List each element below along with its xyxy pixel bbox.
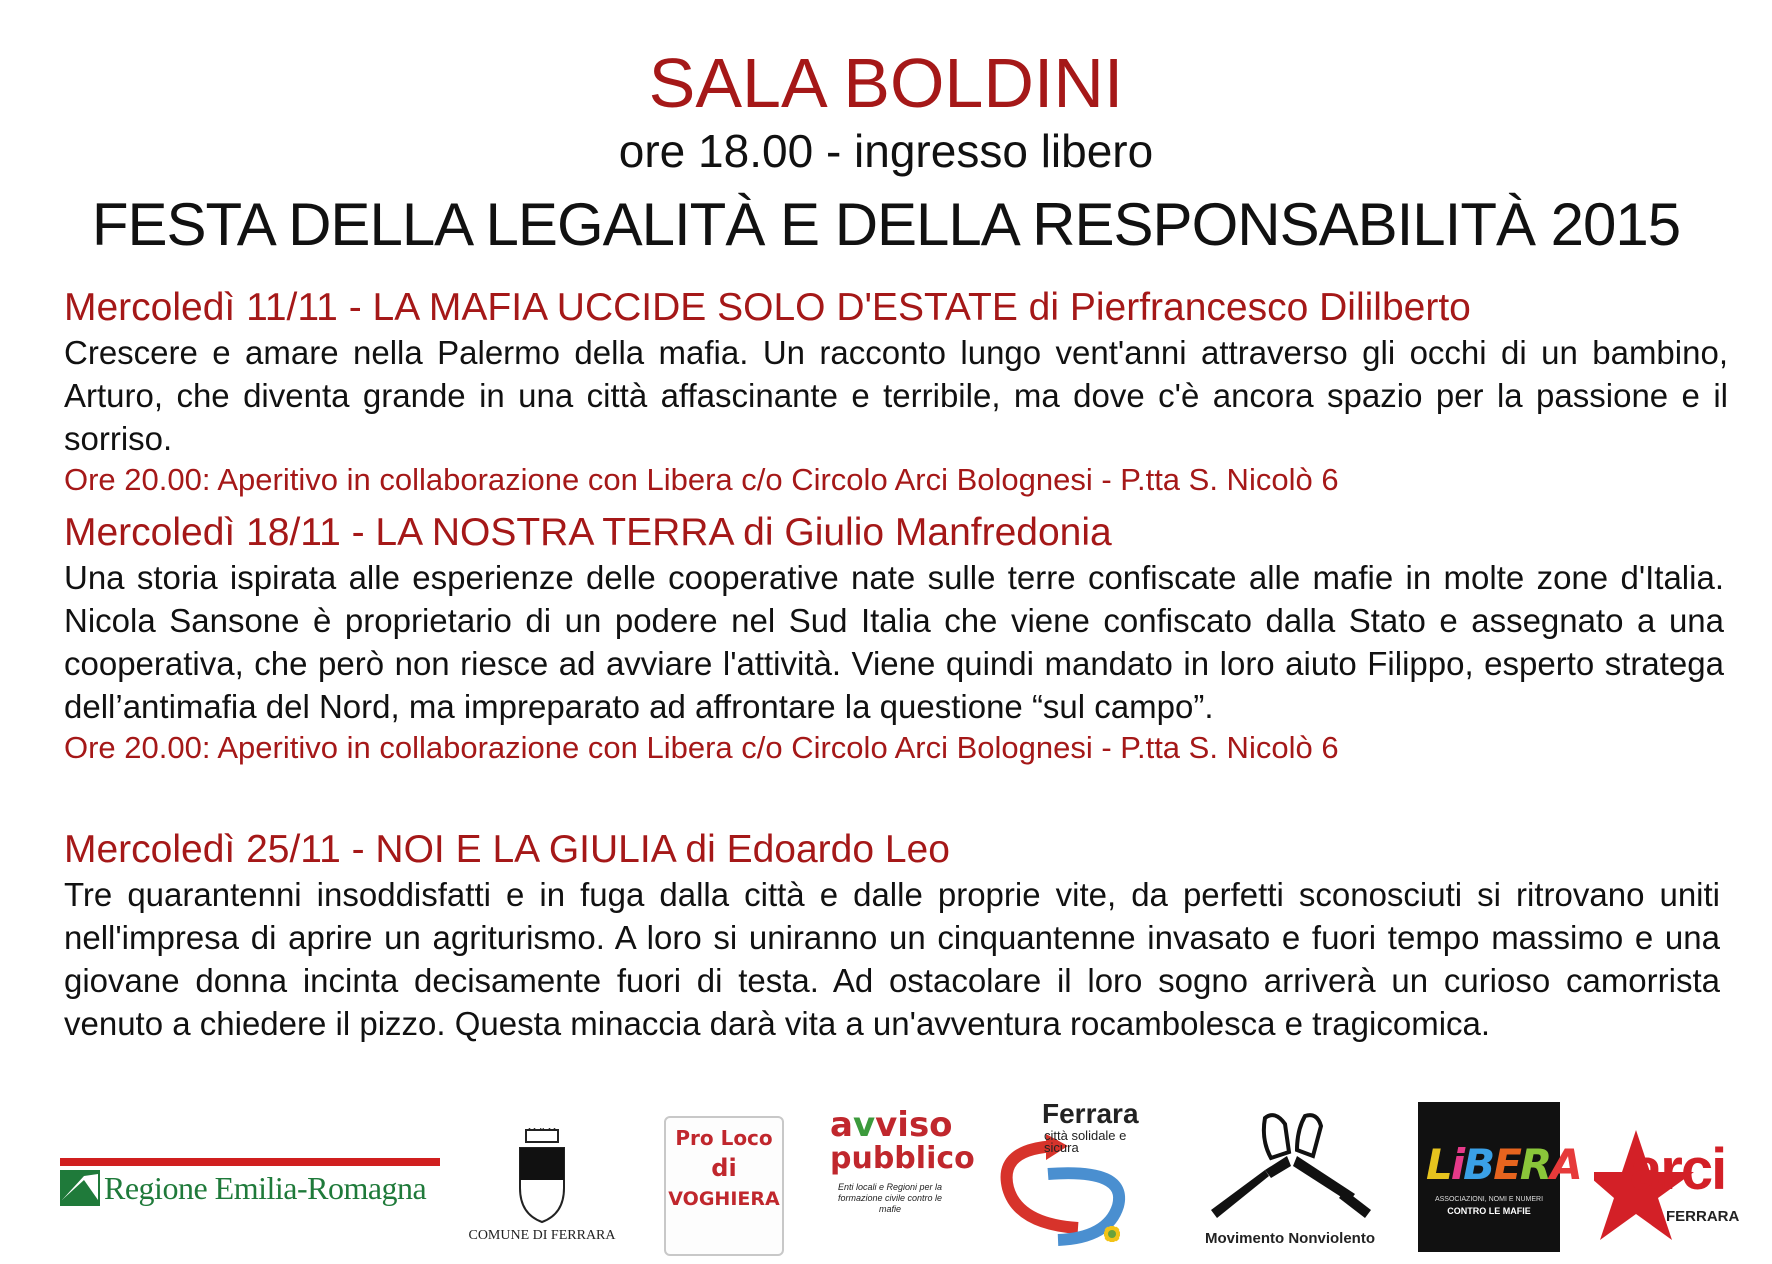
event-3 xyxy=(64,827,1720,1045)
movimento-name: Movimento Nonviolento xyxy=(1205,1230,1375,1247)
event-1 xyxy=(64,285,1728,500)
libera-letter: i xyxy=(1450,1140,1464,1189)
avviso-pubblico-logo xyxy=(830,1105,975,1258)
comune-di-ferrara-logo xyxy=(462,1128,622,1258)
event-time: ore 18.00 - ingresso libero xyxy=(618,125,1154,177)
proloco-voghiera-logo xyxy=(664,1116,784,1256)
avviso-tagline: Enti locali e Regioni per la formazione civile contro le mafie xyxy=(837,1182,943,1214)
libera-letter: A xyxy=(1550,1140,1581,1189)
libera-logo xyxy=(1418,1102,1581,1252)
sponsor-logos xyxy=(0,1090,1772,1264)
arci-ferrara-logo xyxy=(1594,1126,1740,1256)
festival-title: FESTA DELLA LEGALITÀ E DELLA RESPONSABILITÀ 2015 xyxy=(91,191,1681,258)
avviso-word xyxy=(830,1105,953,1145)
pubblico-word: pubblico xyxy=(830,1141,975,1176)
proloco-line-2: di xyxy=(711,1154,737,1182)
movimento-nonviolento-logo xyxy=(1200,1110,1380,1260)
ferrara-citta-solidale-logo xyxy=(988,1098,1148,1258)
proloco-line-1: Pro Loco xyxy=(675,1126,773,1150)
libera-letter: B xyxy=(1463,1140,1494,1189)
ferrara-title: Ferrara xyxy=(1042,1098,1139,1129)
ferrara-crest-icon xyxy=(512,1128,572,1224)
regione-red-bar xyxy=(60,1158,440,1166)
libera-letter: E xyxy=(1493,1140,1520,1189)
avviso-word-rest: viso xyxy=(875,1105,953,1145)
regione-flag-icon xyxy=(60,1170,100,1206)
event-title: Mercoledì 18/11 - LA NOSTRA TERRA di Giulio Manfredonia xyxy=(64,511,1112,554)
event-description: Una storia ispirata alle esperienze delle cooperative nate sulle terre confiscate alle mafie in molte zone d'Italia. Nicola Sansone è proprietario di un podere nel Sud Italia che viene confiscato dalla Stato e assegnato a una cooperativa, che però non riesce ad avviare l'attività. Viene quindi mandato in loro aiuto Filippo, esperto stratega dell’antimafia del Nord, ma impreparato ad affrontare la questione “sul campo”. xyxy=(64,559,1724,725)
event-2 xyxy=(64,510,1724,768)
avviso-letter-a: a xyxy=(830,1105,853,1145)
libera-sub2: CONTRO LE MAFIE xyxy=(1447,1206,1531,1216)
proloco-line-3: VOGHIERA xyxy=(668,1188,780,1210)
event-description: Crescere e amare nella Palermo della mafia. Un racconto lungo vent'anni attraverso gli occhi di un bambino, Arturo, che diventa grande in una città affascinante e terribile, ma dove c'è ancora spazio per la passione e il sorriso. xyxy=(64,334,1728,457)
event-title: Mercoledì 11/11 - LA MAFIA UCCIDE SOLO D'ESTATE di Pierfrancesco Dililberto xyxy=(64,286,1471,329)
ferrara-subtitle: città solidale e sicura xyxy=(1044,1128,1127,1155)
venue-title: SALA BOLDINI xyxy=(648,44,1124,122)
broken-rifle-icon xyxy=(1205,1110,1375,1228)
arci-word: arci xyxy=(1630,1137,1726,1202)
regione-name: Regione Emilia-Romagna xyxy=(104,1170,427,1206)
libera-sub: ASSOCIAZIONI, NOMI E NUMERI xyxy=(1434,1196,1544,1203)
event-description: Tre quarantenni insoddisfatti e in fuga dalla città e dalle proprie vite, da perfetti sconosciuti si ritrovano uniti nell'impresa di aprire un agriturismo. A loro si uniranno un cinquantenne invasato e fuori tempo massimo e una giovane donna incinta decisamente fuori di testa. Ad ostacolare il loro sogno arriverà un curioso camorrista venuto a chiedere il pizzo. Questa minaccia darà vita a un'avventura rocambolesca e tragicomica. xyxy=(64,876,1720,1042)
regione-emilia-romagna-logo xyxy=(60,1158,440,1218)
libera-letter: R xyxy=(1519,1140,1551,1189)
avviso-letter-v: v xyxy=(852,1105,876,1145)
event-aperitivo: Ore 20.00: Aperitivo in collaborazione con Libera c/o Circolo Arci Bolognesi - P.tta S. Nicolò 6 xyxy=(64,730,1339,765)
event-aperitivo: Ore 20.00: Aperitivo in collaborazione con Libera c/o Circolo Arci Bolognesi - P.tta S. Nicolò 6 xyxy=(64,462,1339,497)
libera-letter: L xyxy=(1426,1140,1451,1189)
arci-city: FERRARA xyxy=(1666,1208,1740,1225)
comune-name: COMUNE DI FERRARA xyxy=(468,1228,616,1243)
event-title: Mercoledì 25/11 - NOI E LA GIULIA di Edoardo Leo xyxy=(64,828,950,871)
libera-word xyxy=(1426,1140,1581,1189)
